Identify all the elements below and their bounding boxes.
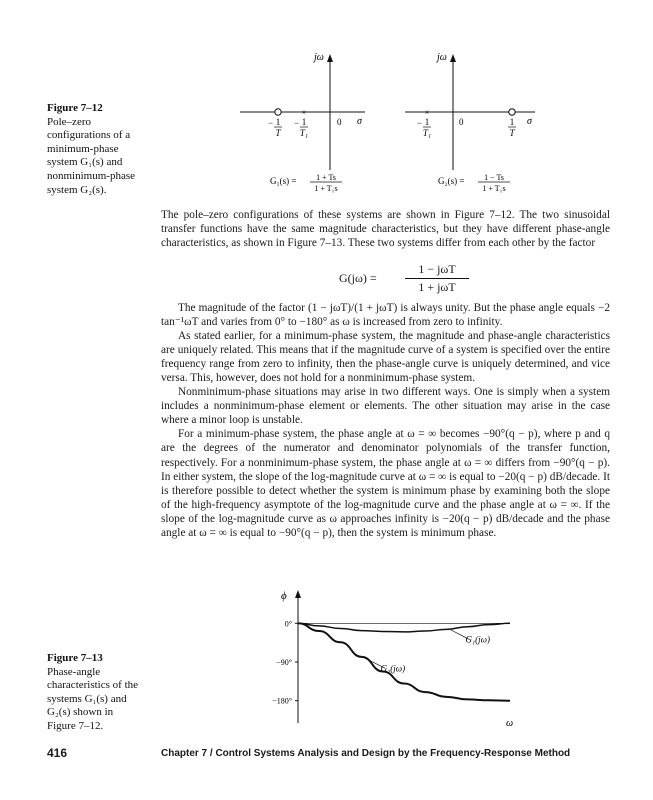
equation-lhs: G(jω) = xyxy=(339,271,377,285)
tick-sign: − xyxy=(268,118,274,128)
tick-sign: − xyxy=(417,118,423,128)
transfer-denominator: 1 + T₁s xyxy=(314,184,338,193)
caption-line: system G₁(s) and xyxy=(47,156,123,169)
left-pole-zero-plot xyxy=(240,52,365,193)
tick-sign: − xyxy=(294,118,300,128)
figure-7-12-caption xyxy=(47,102,162,197)
transfer-numerator: 1 + Ts xyxy=(316,173,336,182)
equation-denominator: 1 + jωT xyxy=(418,280,456,294)
caption-line: minimum-phase xyxy=(47,142,119,155)
figure-7-13-caption xyxy=(47,652,167,734)
x-axis-label: ω xyxy=(506,718,514,729)
phase-angle-chart xyxy=(240,585,530,730)
running-footer: Chapter 7 / Control Systems Analysis and Design by the Frequency-Response Method xyxy=(161,748,571,759)
y-tick-label: −180° xyxy=(272,696,292,706)
tick-numerator: 1 xyxy=(424,117,430,127)
caption-line: configurations of a xyxy=(47,129,131,142)
paragraph: Nonminimum-phase situations may arise in two different ways. One is simply when a system includes a nonminimum-phase element or elements. The other situation may arise in the case where a minor loop is unstable. xyxy=(161,386,610,427)
paragraph: The magnitude of the factor (1 − jωT)/(1 + jωT) is always unity. But the phase angle equals −2 tan⁻¹ωT and varies from 0° to −180° as ω is increased from zero to infinity. xyxy=(161,302,610,329)
origin-label: 0 xyxy=(459,117,464,127)
caption-line: Pole–zero xyxy=(47,115,91,128)
origin-label: 0 xyxy=(337,117,342,127)
tick-numerator: 1 xyxy=(301,117,307,127)
tick-denominator: T₁ xyxy=(299,128,309,138)
tick-numerator: 1 xyxy=(275,117,281,127)
transfer-numerator: 1 − Ts xyxy=(484,173,504,182)
pole-zero-diagrams xyxy=(230,40,560,210)
right-pole-zero-plot xyxy=(405,52,535,193)
real-axis-label: σ xyxy=(527,116,532,127)
caption-line: Figure 7–12. xyxy=(47,719,104,732)
tick-denominator: T xyxy=(509,128,515,138)
paragraphs-main xyxy=(161,301,610,540)
paragraph-intro xyxy=(161,208,610,250)
figure-7-13-label: Figure 7–13 xyxy=(47,652,103,664)
tick-denominator: T₁ xyxy=(422,128,432,138)
transfer-lhs: G₁(s) = xyxy=(270,176,297,186)
series-label-g2: G₂(jω) xyxy=(380,663,406,674)
real-axis-label: σ xyxy=(357,116,362,127)
pole-marker: × xyxy=(424,108,430,117)
tick-denominator: T xyxy=(275,128,281,138)
equation-phase-factor xyxy=(161,263,610,293)
paragraph: The pole–zero configurations of these systems are shown in Figure 7–12. The two sinusoidal transfer functions have the same magnitude characteristics, but they have different phase-angle characteristics, as shown in Figure 7–13. These two systems differ from each other by the factor xyxy=(161,209,610,250)
paragraph: For a minimum-phase system, the phase angle at ω = ∞ becomes −90°(q − p), where p and q are the degrees of the numerator and denominator polynomials of the transfer function, respectively. For a nonminimum-phase system, the phase angle at ω = ∞ differs from −90°(q − p). In either system, the slope of the log-magnitude curve at ω = ∞ is equal to −20(q − p) dB/decade. It is therefore possible to detect whether the system is minimum phase by examining both the slope of the high-frequency asymptote of the log-magnitude curve and the phase angle at ω = ∞. If the slope of the log-magnitude curve as ω approaches infinity is −20(q − p) dB/decade and the phase angle at ω = ∞ is equal to −90°(q − p), then the system is minimum phase. xyxy=(161,428,610,539)
imag-axis-label: jω xyxy=(437,52,447,63)
zero-marker xyxy=(275,109,281,115)
transfer-denominator: 1 + T₁s xyxy=(482,184,506,193)
pole-marker: × xyxy=(301,108,307,117)
caption-line: systems G₁(s) and xyxy=(47,692,127,705)
transfer-lhs: G₂(s) = xyxy=(438,176,465,186)
caption-line: Phase-angle xyxy=(47,665,101,678)
tick-numerator: 1 xyxy=(509,117,515,127)
zero-marker xyxy=(509,109,515,115)
imag-axis-label: jω xyxy=(314,52,324,63)
series-label-g1: G₁(jω) xyxy=(465,634,490,645)
paragraph: As stated earlier, for a minimum-phase system, the magnitude and phase-angle characteristics are uniquely related. This means that if the magnitude curve of a system is specified over the entire frequency range from zero to infinity, then the phase-angle curve is uniquely determined, and vice versa. This, however, does not hold for a nonminimum-phase system. xyxy=(161,330,610,385)
y-axis-arrow xyxy=(295,590,301,598)
y-tick-label: 0° xyxy=(284,619,292,629)
equation-fraction-bar xyxy=(405,278,469,279)
equation-numerator: 1 − jωT xyxy=(418,262,456,276)
imag-axis-arrow xyxy=(327,54,333,62)
caption-line: nonminimum-phase xyxy=(47,169,135,182)
series-line-g1 xyxy=(298,623,510,632)
figure-7-12-label: Figure 7–12 xyxy=(47,102,103,114)
y-axis-label: ϕ xyxy=(281,590,287,602)
caption-line: G₂(s) shown in xyxy=(47,706,114,719)
y-tick-label: −90° xyxy=(276,658,292,667)
caption-line: characteristics of the xyxy=(47,679,139,692)
caption-line: system G₂(s). xyxy=(47,183,107,196)
imag-axis-arrow xyxy=(450,54,456,62)
page-number: 416 xyxy=(47,746,68,760)
